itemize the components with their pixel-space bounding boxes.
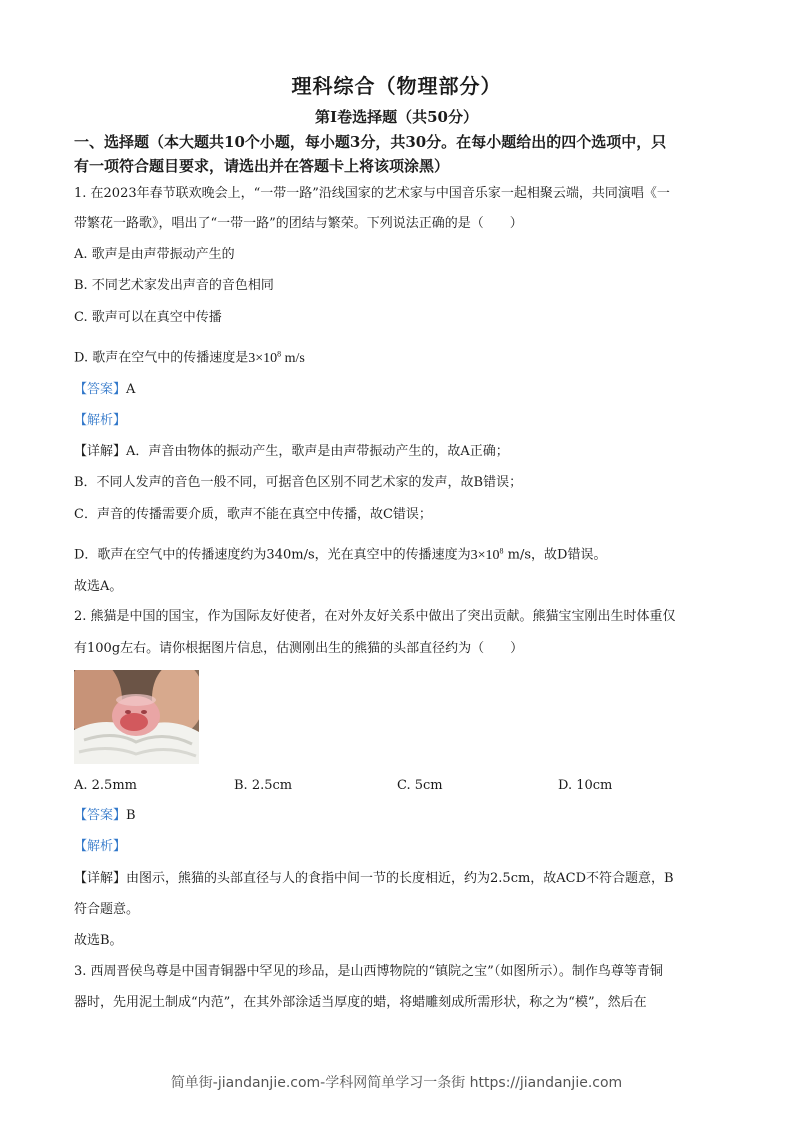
q3-stem-line2: 器时，先用泥土制成“内范”，在其外部涂适当厚度的蜡，将蜡雕刻成所需形状，称之为“模”，然后在: [74, 995, 647, 1010]
q2-analysis-tag: 【解析】: [74, 839, 127, 854]
q1-option-c: C. 歌声可以在真空中传播: [74, 310, 222, 325]
q2-option-d: D. 10cm: [558, 778, 613, 793]
q1-detail-d-base: 3×10: [470, 547, 500, 563]
section-heading-line1: 一、选择题（本大题共10个小题，每小题3分，共30分。在每小题给出的四个选项中，只: [74, 133, 667, 151]
q1-detail-d-formula: [471, 548, 504, 563]
q1-detail-c: C．声音的传播需要介质，歌声不能在真空中传播，故C错误；: [74, 507, 432, 522]
q1-conclusion: 故选A。: [74, 579, 123, 594]
q2-option-a: A. 2.5mm: [74, 778, 137, 793]
q2-detail-line1: [74, 869, 724, 889]
q1-analysis-tag: 【解析】: [74, 413, 127, 428]
q1-detail-a: [74, 442, 724, 462]
q1-stem-line2: 带繁花一路歌》，唱出了“一带一路”的团结与繁荣。下列说法正确的是（ ）: [74, 216, 523, 231]
q1-detail-b: B．不同人发声的音色一般不同，可据音色区别不同艺术家的发声，故B错误；: [74, 475, 523, 490]
page-title: 理科综合（物理部分）: [291, 74, 502, 98]
q2-detail-line2: 符合题意。: [74, 902, 140, 917]
q1-option-b: B. 不同艺术家发出声音的音色相同: [74, 278, 274, 293]
q1-detail-d: [74, 541, 724, 566]
q1-option-a: A. 歌声是由声带振动产生的: [74, 247, 235, 262]
q2-answer: [74, 806, 724, 826]
q1-option-d: [74, 344, 724, 369]
q1-detail-d-text: D．歌声在空气中的传播速度约为340m/s，光在真空中的传播速度为: [74, 547, 471, 563]
q2-detail-tag: 【详解】: [74, 871, 127, 886]
q1-detail-tag: 【详解】: [74, 444, 127, 459]
q1-answer-value: A: [126, 382, 136, 397]
section-heading-line2: 有一项符合题目要求，请选出并在答题卡上将该项涂黑）: [74, 157, 450, 175]
q1-option-d-exp: 8: [277, 349, 282, 358]
q2-answer-value: B: [126, 808, 136, 823]
q2-analysis: [74, 837, 724, 857]
q1-detail-d-exp: 8: [499, 546, 504, 555]
q2-conclusion: 故选B。: [74, 933, 123, 948]
q1-option-d-base: 3×10: [248, 350, 278, 366]
q2-answer-tag: 【答案】: [74, 808, 127, 823]
q3-stem-line1: 3. 西周晋侯鸟尊是中国青铜器中罕见的珍品，是山西博物院的“镇院之宝”（如图所示）。制作鸟尊等青铜: [74, 964, 663, 979]
q1-answer: [74, 380, 724, 400]
q1-option-d-formula: [248, 351, 305, 366]
q2-option-b: B. 2.5cm: [234, 778, 293, 793]
page-subtitle: 第I卷选择题（共50分）: [315, 108, 478, 126]
q2-stem-line2: 有100g左右。请你根据图片信息，估测刚出生的熊猫的头部直径约为（ ）: [74, 641, 524, 656]
q1-answer-tag: 【答案】: [74, 382, 127, 397]
newborn-panda-photo: [74, 670, 199, 764]
q1-option-d-unit: m/s: [281, 350, 305, 366]
q1-detail-a-text: A．声音由物体的振动产生，歌声是由声带振动产生的，故A正确；: [126, 444, 509, 459]
q2-stem-line1: 2. 熊猫是中国的国宝，作为国际友好使者，在对外友好关系中做出了突出贡献。熊猫宝宝刚出生时体重仅: [74, 609, 676, 624]
q1-stem-line1: 1. 在2023年春节联欢晚会上，“一带一路”沿线国家的艺术家与中国音乐家一起相聚云端，共同演唱《一: [74, 186, 670, 201]
q2-detail-line1-text: 由图示，熊猫的头部直径与人的食指中间一节的长度相近，约为2.5cm，故ACD不符合题意，B: [126, 871, 674, 886]
q1-analysis: [74, 411, 724, 431]
footer-watermark: 简单街-jiandanjie.com-学科网简单学习一条街 https://jiandanjie.com: [170, 1075, 623, 1091]
q1-detail-d-end: m/s，故D错误。: [503, 547, 607, 563]
q1-option-d-text: D. 歌声在空气中的传播速度是: [74, 350, 249, 366]
q2-option-c: C. 5cm: [397, 778, 443, 793]
